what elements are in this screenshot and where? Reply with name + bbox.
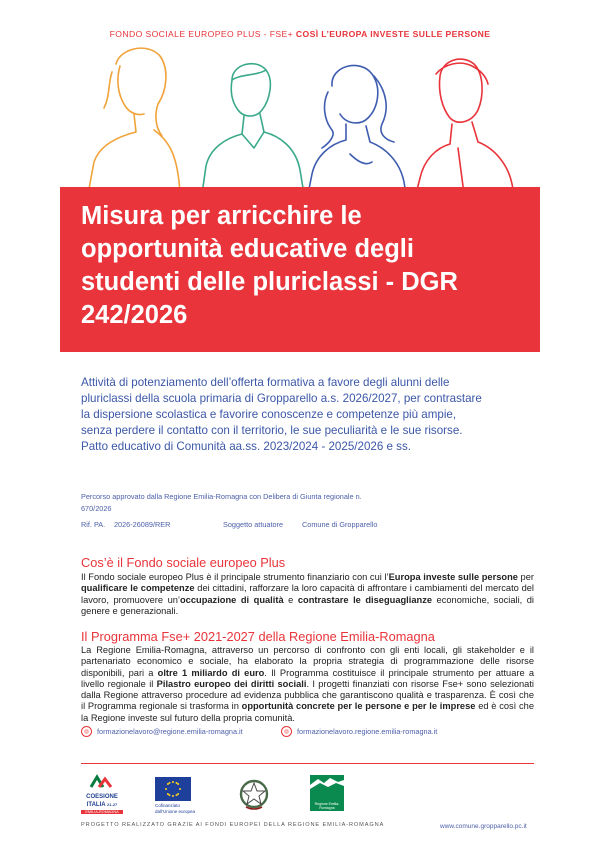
actuator-value: Comune di Gropparello <box>302 520 378 529</box>
actuator-label: Soggetto attuatore <box>223 520 284 529</box>
coesione-italia-logo <box>81 773 123 815</box>
approval-line: Percorso approvato dalla Regione Emilia-Romagna con Delibera di Giunta regionale n. <box>81 492 362 501</box>
coesione-text: COESIONE <box>86 794 118 800</box>
italian-emblem-icon <box>238 777 270 811</box>
banner-slogan: COSÌ L’EUROPA INVESTE SULLE PERSONE <box>295 29 491 39</box>
red-person-figure <box>416 59 514 194</box>
rif-value: 2026-26089/RER <box>114 520 171 529</box>
intro-line: Patto educativo di Comunità aa.ss. 2023/2024 - 2025/2026 e ss. <box>81 440 411 453</box>
coesione-region: EMILIA-ROMAGNA <box>81 810 123 814</box>
green-person-figure <box>202 64 304 194</box>
website-contact[interactable] <box>281 726 437 737</box>
banner-fse: FONDO SOCIALE EUROPEO PLUS - FSE+ <box>109 29 294 39</box>
intro-line: pluriclassi della scuola primaria di Gropparello a.s. 2026/2027, per contrastare <box>81 392 482 405</box>
regione-text: Regione Emilia-Romagna <box>310 801 344 811</box>
coesione-text: ITALIA <box>86 802 106 808</box>
website-link[interactable]: formazionelavoro.regione.emilia-romagna.it <box>297 727 438 736</box>
page-title <box>81 200 526 332</box>
section-heading-programma: Il Programma Fse+ 2021-2027 della Regione Emilia-Romagna <box>81 629 435 644</box>
eu-text: Cofinanziato <box>155 803 181 808</box>
intro-line: Attività di potenziamento dell’offerta formativa a favore degli alunni delle <box>81 376 450 389</box>
eu-flag-icon <box>155 777 191 801</box>
blue-person-figure <box>308 65 406 194</box>
section-body-programma: La Regione Emilia-Romagna, attraverso un percorso di confronto con gli enti locali, gli stakeholder e il partenariato economico e sociale, ha elaborato la propria strategia di programmazione delle risorse disponibili, pari a oltre 1 miliardo di euro. Il Programma costituisce il principale strumento per attuare a livello regionale il Pilastro europeo dei diritti sociali. I progetti finanziati con risorse Fse+ sono selezionati dalla Regione attraverso procedure ad evidenza pubblica che garantiscono qualità e trasparenza. È così che il Programma regionale si trasforma in opportunità concrete per le persone e per le imprese ed è così che la Regione investe sul futuro della propria comunità. <box>81 645 534 723</box>
intro-text <box>81 375 531 455</box>
globe-icon <box>281 726 292 737</box>
coesione-mark-icon <box>81 773 123 789</box>
regione-mark-icon <box>310 775 344 801</box>
section-heading-fse: Cos’è il Fondo sociale europeo Plus <box>81 555 286 570</box>
title-line: Misura per arricchire le <box>81 202 362 230</box>
section-body-fse: Il Fondo sociale europeo Plus è il principale strumento finanziario con cui l’Europa investe sulle persone per qualificare le competenze dei cittadini, rafforzare la loro capacità di affrontare i cambiamenti del mercato del lavoro, promuovere un’occupazione di qualità e contrastare le diseguaglianze economiche, sociali, di genere e generazionali. <box>81 572 535 616</box>
approval-number: 670/2026 <box>81 504 112 513</box>
title-line: 242/2026 <box>81 301 188 329</box>
orange-person-figure <box>88 48 180 194</box>
footer-divider <box>81 763 534 764</box>
eu-cofunded-logo <box>155 777 205 814</box>
intro-line: la dispersione scolastica e favorire conoscenze e competenze più ampie, <box>81 408 457 421</box>
rif-label: Rif. PA. <box>81 520 106 529</box>
footer-credit: PROGETTO REALIZZATO GRAZIE AI FONDI EUROPEI DELLA REGIONE EMILIA-ROMAGNA <box>81 822 385 828</box>
intro-line: senza perdere il contatto con il territorio, le sue peculiarità e le sue risorse. <box>81 424 463 437</box>
regione-emilia-romagna-logo <box>310 775 344 811</box>
approval-note <box>81 491 362 515</box>
email-contact[interactable] <box>81 726 243 737</box>
title-line: studenti delle pluriclassi - DGR <box>81 268 458 296</box>
people-illustration <box>60 44 540 194</box>
top-banner <box>0 29 600 39</box>
coesione-years: 21-27 <box>107 802 118 807</box>
eu-text: dall’Unione europea <box>155 808 196 814</box>
title-line: opportunità educative degli <box>81 235 414 263</box>
email-link[interactable]: formazionelavoro@regione.emilia-romagna.it <box>97 727 243 736</box>
email-icon <box>81 726 92 737</box>
footer-url[interactable]: www.comune.gropparello.pc.it <box>440 823 527 830</box>
